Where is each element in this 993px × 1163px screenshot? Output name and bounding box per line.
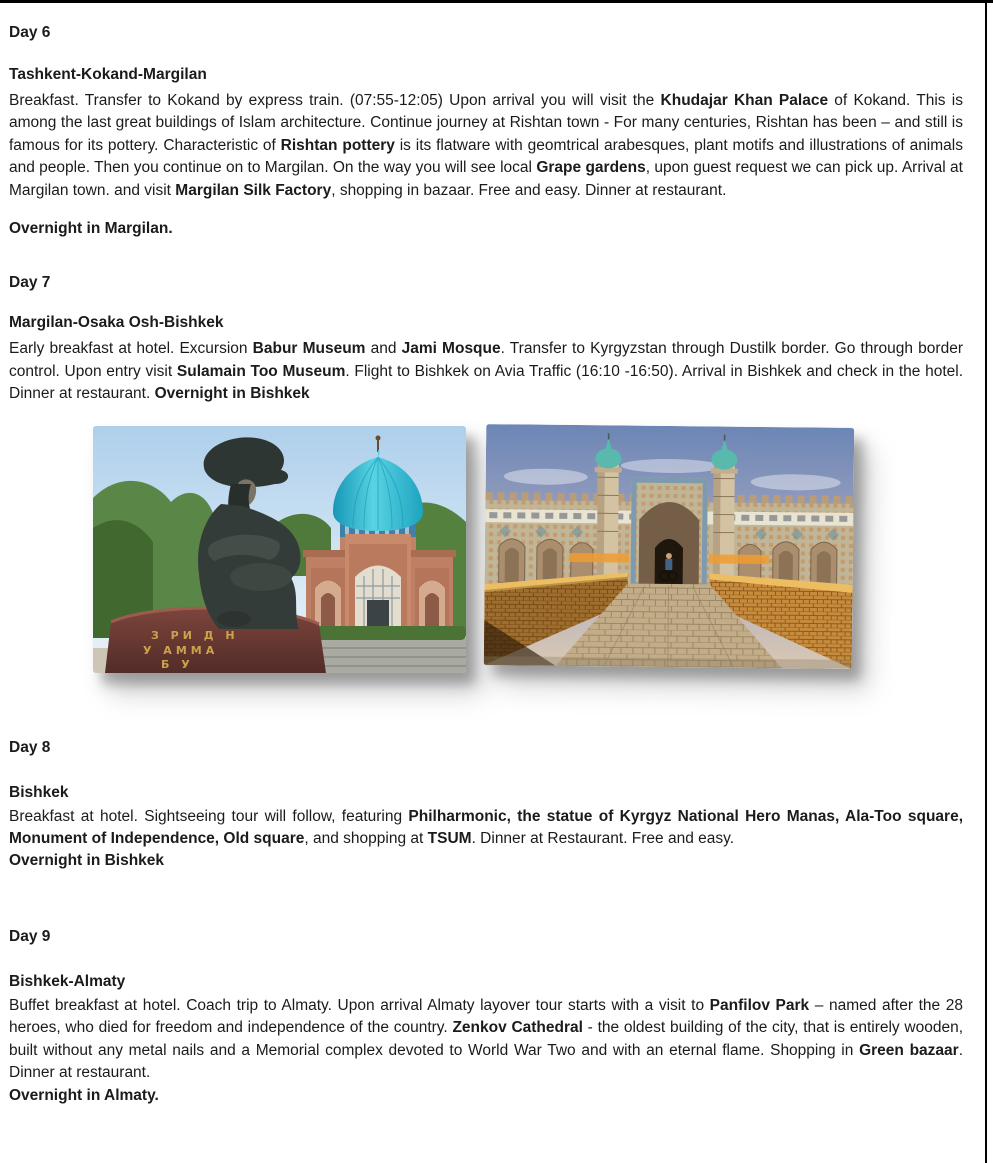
section-day-6 <box>9 24 963 240</box>
day-6-heading: Day 6 <box>9 24 51 41</box>
day-7-route-title: Margilan-Osaka Osh-Bishkek <box>9 314 224 332</box>
section-day-8 <box>9 739 963 873</box>
babur-statue-illustration <box>93 426 466 673</box>
photo-khudayar-khan-palace <box>484 424 855 669</box>
day-6-overnight-note: Overnight in Margilan. <box>9 220 173 238</box>
day-7-heading: Day 7 <box>9 274 51 292</box>
day-8-overnight-note: Overnight in Bishkek <box>9 852 165 870</box>
khudayar-khan-palace-illustration <box>484 424 855 669</box>
section-day-9 <box>9 928 963 1107</box>
day-9-overnight-note: Overnight in Almaty. <box>9 1086 159 1104</box>
svg-text:Б У: Б У <box>161 657 194 671</box>
day-9-heading: Day 9 <box>9 927 51 945</box>
day-9-route-title: Bishkek-Almaty <box>9 972 126 990</box>
day-6-paragraph: Breakfast. Transfer to Kokand by express train. (07:55-12:05) Upon arrival you will visit the Khudajar Khan Palace of Kokand. This is among the last great buildings of Islam architecture. Continue journey at Rishtan town - For many centuries, Rishtan has been – and still is famous for its pottery. Characteristic of Rishtan pottery is its flatware with geomtrical arabesques, plant motifs and illustrations of animals and people. Then you continue on to Margilan. On the way you will see local Grape gardens, upon guest request we can pick up. Arrival at Margilan town. and visit Margilan Silk Factory, shopping in bazaar. Free and easy. Dinner at restaurant. <box>9 92 963 199</box>
day-6-route-title: Tashkent-Kokand-Margilan <box>9 66 207 83</box>
day-8-route-title: Bishkek <box>9 783 69 801</box>
svg-text:У АММА: У АММА <box>143 643 219 657</box>
day-8-heading: Day 8 <box>9 738 51 756</box>
photo-babur-statue-mausoleum <box>93 426 466 673</box>
day-7-paragraph: Early breakfast at hotel. Excursion Babur Museum and Jami Mosque. Transfer to Kyrgyzstan through Dustilk border. Go through border control. Upon entry visit Sulamain Too Museum. Flight to Bishkek on Avia Traffic (16:10 -16:50). Arrival in Bishkek and check in the hotel. Dinner at restaurant. Overnight in Bishkek <box>9 340 963 403</box>
day-8-paragraph: Breakfast at hotel. Sightseeing tour will follow, featuring Philharmonic, the statue of Kyrgyz National Hero Manas, Ala-Too square, Monument of Independence, Old square, and shopping at TSUM. Dinner at Restaurant. Free and easy. <box>9 807 963 848</box>
photos-row <box>93 426 963 673</box>
section-day-7 <box>9 274 963 672</box>
svg-text:З РИ Д Н: З РИ Д Н <box>151 628 239 642</box>
day-9-paragraph: Buffet breakfast at hotel. Coach trip to Almaty. Upon arrival Almaty layover tour starts with a visit to Panfilov Park – named after the 28 heroes, who died for freedom and independence of the country. Zenkov Cathedral - the oldest building of the city, that is entirely wooden, built without any metal nails and a Memorial complex devoted to World War Two and with an eternal flame. Shopping in Green bazaar. Dinner at restaurant. <box>9 996 964 1082</box>
